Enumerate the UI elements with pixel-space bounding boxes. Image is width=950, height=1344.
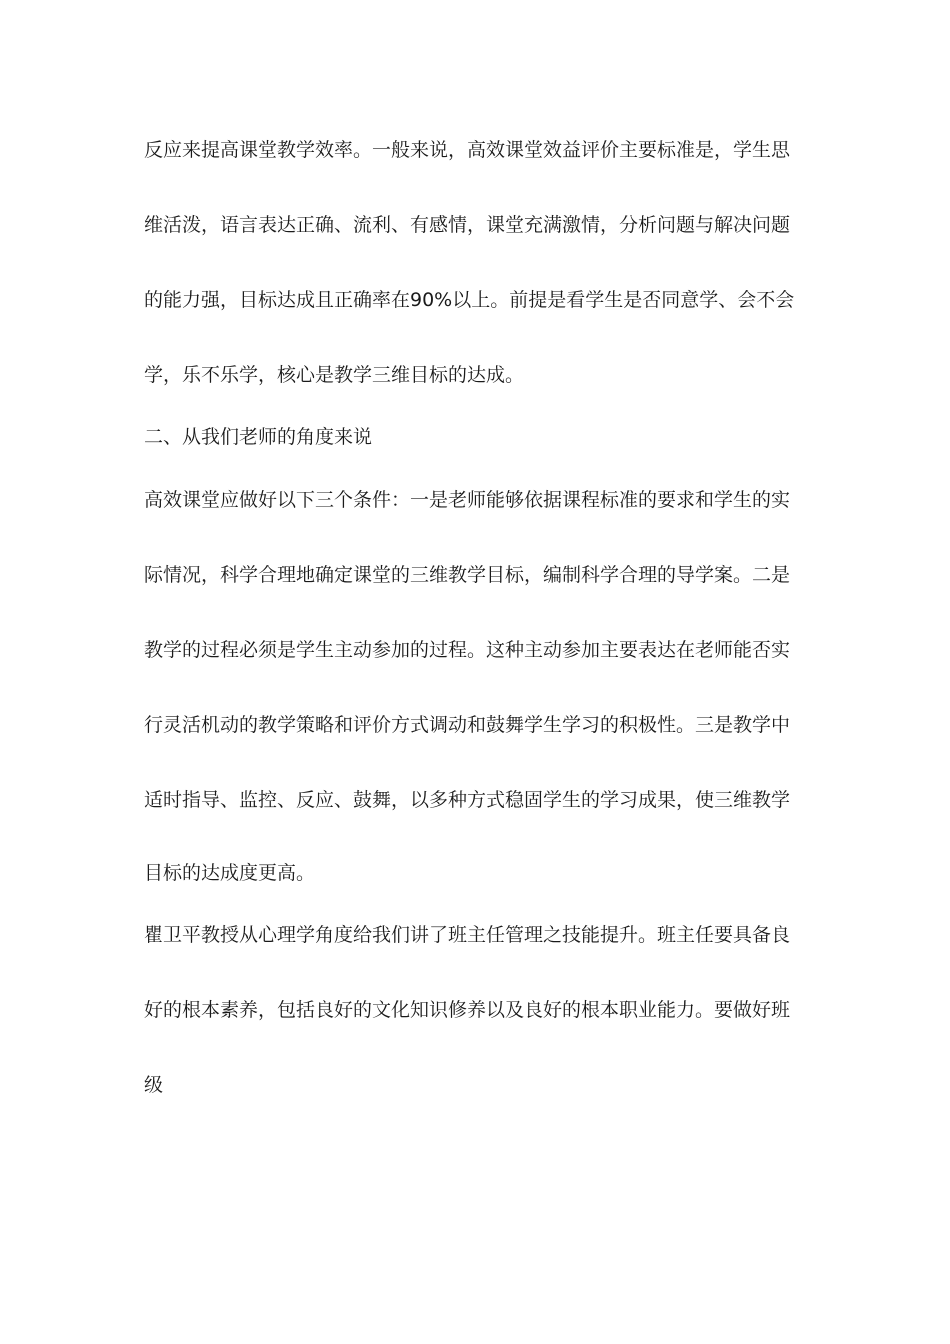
text-line: 行灵活机动的教学策略和评价方式调动和鼓舞学生学习的积极性。三是教学中 — [144, 714, 791, 736]
text-line: 高效课堂应做好以下三个条件：一是老师能够依据课程标准的要求和学生的实 — [144, 489, 791, 511]
text-line: 级 — [144, 1074, 164, 1096]
text-line: 瞿卫平教授从心理学角度给我们讲了班主任管理之技能提升。班主任要具备良 — [144, 924, 791, 946]
text-line: 教学的过程必须是学生主动参加的过程。这种主动参加主要表达在老师能否实 — [144, 639, 791, 661]
text-line: 好的根本素养，包括良好的文化知识修养以及良好的根本职业能力。要做好班 — [144, 999, 791, 1021]
text-line: 际情况，科学合理地确定课堂的三维教学目标，编制科学合理的导学案。二是 — [144, 564, 791, 586]
text-line: 适时指导、监控、反应、鼓舞，以多种方式稳固学生的学习成果，使三维教学 — [144, 789, 791, 811]
text-line: 学，乐不乐学，核心是教学三维目标的达成。 — [144, 364, 525, 386]
section-heading: 二、从我们老师的角度来说 — [144, 426, 373, 448]
text-line: 的能力强，目标达成且正确率在90%以上。前提是看学生是否同意学、会不会 — [144, 289, 795, 311]
text-line: 维活泼，语言表达正确、流利、有感情，课堂充满激情，分析问题与解决问题 — [144, 214, 791, 236]
text-line: 目标的达成度更高。 — [144, 862, 316, 884]
text-line: 反应来提高课堂教学效率。一般来说，高效课堂效益评价主要标准是，学生思 — [144, 139, 791, 161]
